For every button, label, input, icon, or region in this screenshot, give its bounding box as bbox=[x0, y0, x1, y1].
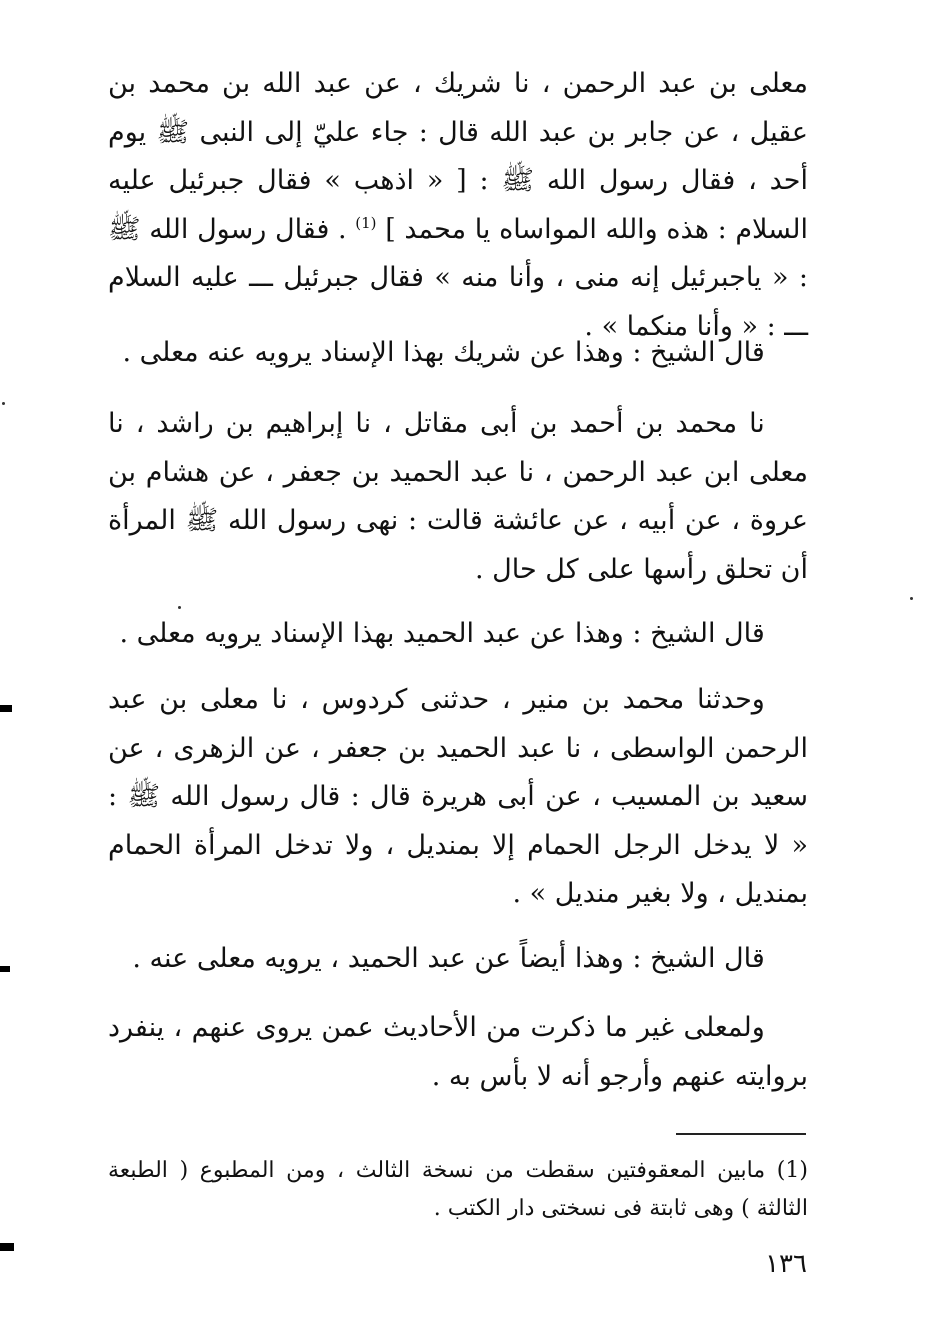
page-number: ١٣٦ bbox=[765, 1249, 807, 1279]
paragraph-6-text: قال الشيخ : وهذا أيضاً عن عبد الحميد ، يرويه معلى عنه . bbox=[132, 943, 765, 974]
scan-speck bbox=[2, 402, 5, 405]
paragraph-3 bbox=[108, 400, 808, 594]
paragraph-7-text: ولمعلى غير ما ذكرت من الأحاديث عمن يروى عنهم ، ينفرد بروايته عنهم وأرجو أنه لا بأس به . bbox=[108, 1012, 808, 1092]
paragraph-1 bbox=[108, 60, 808, 351]
scan-edge-mark bbox=[0, 1243, 14, 1251]
paragraph-2 bbox=[108, 329, 808, 378]
paragraph-6 bbox=[108, 935, 808, 984]
footnote bbox=[108, 1152, 808, 1228]
paragraph-2-text: قال الشيخ : وهذا عن شريك بهذا الإسناد يرويه عنه معلى . bbox=[122, 337, 765, 368]
scan-speck bbox=[178, 606, 181, 609]
paragraph-7 bbox=[108, 1004, 808, 1101]
paragraph-1-text: معلى بن عبد الرحمن ، نا شريك ، عن عبد الله بن محمد بن عقيل ، عن جابر بن عبد الله قال : جاء عليّ إلى النبى ﷺ يوم أحد ، فقال رسول الله ﷺ : [ « اذهب » فقال جبرئيل عليه السلام : هذه والله المواساه يا محمد ] bbox=[108, 68, 808, 245]
scan-edge-mark bbox=[0, 966, 10, 972]
footnote-marker: (1) bbox=[355, 213, 377, 232]
footnote-text: (1) مابين المعقوفتين سقطت من نسخة الثالث ، ومن المطبوع ( الطبعة الثالثة ) وهى ثابتة فى نسختى دار الكتب . bbox=[108, 1158, 808, 1221]
paragraph-4 bbox=[108, 610, 808, 659]
scan-speck bbox=[910, 597, 913, 600]
paragraph-5 bbox=[108, 676, 808, 919]
paragraph-5-text: وحدثنا محمد بن منير ، حدثنى كردوس ، نا معلى بن عبد الرحمن الواسطى ، نا عبد الحميد بن جعفر ، عن الزهرى ، عن سعيد بن المسيب ، عن أبى هريرة قال : قال رسول الله ﷺ : « لا يدخل الرجل الحمام إلا بمنديل ، ولا تدخل المرأة الحمام بمنديل ، ولا بغير منديل » . bbox=[108, 684, 808, 909]
paragraph-1-tail: . فقال رسول الله ﷺ : « ياجبرئيل إنه منى ، وأنا منه » فقال جبرئيل ـــ عليه السلام ـــ : « وأنا منكما » . bbox=[108, 213, 808, 342]
paragraph-3-text: نا محمد بن أحمد بن أبى مقاتل ، نا إبراهيم بن راشد ، نا معلى ابن عبد الرحمن ، نا عبد الحميد بن جعفر ، عن هشام بن عروة ، عن أبيه ، عن عائشة قالت : نهى رسول الله ﷺ المرأة أن تحلق رأسها على كل حال . bbox=[108, 408, 808, 585]
footnote-separator bbox=[676, 1133, 806, 1135]
paragraph-4-text: قال الشيخ : وهذا عن عبد الحميد بهذا الإسناد يرويه معلى . bbox=[119, 618, 765, 649]
scan-edge-mark bbox=[0, 705, 12, 712]
